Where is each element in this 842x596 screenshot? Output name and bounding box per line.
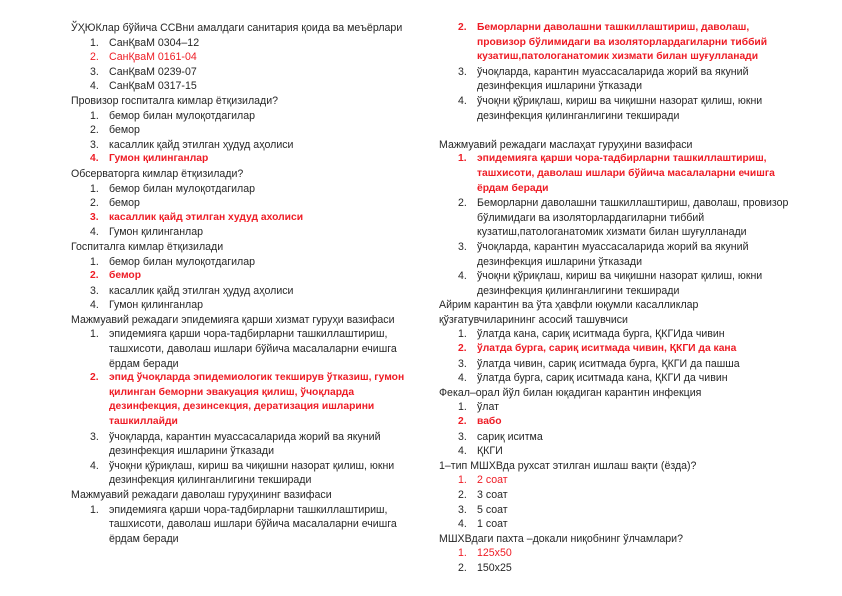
option-number: 3. [458,430,467,443]
option-text: сариқ иситма [477,430,543,443]
option-number: 3. [90,138,99,151]
answer-list [439,473,789,531]
answer-option-correct [439,473,789,488]
option-number: 2. [458,22,467,33]
option-text: ўчоқни қўриқлаш, кириш ва чиқишни назорат қилиш, юкни дезинфекция қилинганлигини текширади [109,459,395,487]
option-number: 1. [90,503,99,516]
question-text: МШХВдаги пахта –докали ниқобнинг ўлчамлари? [439,532,683,545]
answer-option [439,94,789,123]
option-number: 1. [90,109,99,122]
option-number: 2. [90,270,99,282]
option-number: 1. [90,36,99,49]
question-block [71,313,421,488]
option-number: 1. [458,474,467,487]
left-column [71,21,421,546]
answer-option-correct [439,21,789,65]
answer-option-correct [71,371,421,429]
answer-option-correct [439,415,789,430]
option-number: 1. [458,401,467,414]
question-block [439,298,789,386]
option-text: вабо [477,416,502,428]
option-number: 2. [458,343,467,355]
option-text: Беморларни даволашни ташкиллаштириш, даволаш, провизор бўлимидаги ва изоляторлардагиларни тиббий кузатиш,патологанатомик хизмати билан шуғулланади [477,22,768,63]
option-number: 4. [458,372,467,385]
option-number: 2. [458,197,467,210]
question-block [439,532,789,576]
option-number: 2. [458,561,467,574]
answer-list [439,400,789,458]
answer-option [71,65,421,80]
answer-list [71,327,421,488]
question-text: Обсерваторга кимлар ётқизилади? [71,167,244,180]
answer-option [71,123,421,138]
answer-option [439,357,789,372]
answer-option-correct [439,152,789,196]
option-text: СанҚваМ 0304–12 [109,36,200,49]
option-text: бемор билан мулоқотдагилар [109,255,255,268]
answer-option [439,400,789,415]
option-text: бемор [109,197,140,210]
option-number: 2. [458,489,467,501]
answer-option [71,298,421,313]
question-text: Госпиталга кимлар ётқизилади [71,240,224,253]
answer-option [439,240,789,269]
answer-option-correct [71,211,421,226]
spacer [439,123,789,138]
option-text: 1 соат [477,518,508,531]
option-number: 4. [458,518,467,531]
option-text: СанҚваМ 0317-15 [109,80,197,93]
option-text: ўлатда бурга, сариқ иситмада чивин, ҚКГИ да кана [477,343,737,355]
question-block [439,21,789,138]
question-text: Фекал–орал йўл билан юқадиган карантин инфекция [439,386,702,399]
option-text: Гумон қилинганлар [109,226,204,239]
answer-list [71,109,421,167]
option-text: ўчоқларда, карантин муассасаларида жорий ва якуний дезинфекция ишларини ўтказади [109,430,381,458]
answer-option [71,327,421,371]
option-text: эпидемияга қарши чора-тадбирларни ташкиллаштириш, ташхисоти, даволаш ишлари бўйича масалаларни ечишга ёрдам беради [477,153,775,194]
option-number: 3. [458,240,467,253]
question-text: 1–тип МШХВда рухсат этилган ишлаш вақти (ёзда)? [439,459,697,472]
option-text: 2 соат [477,474,508,487]
answer-option [439,269,789,298]
option-text: 5 соат [477,503,508,516]
option-text: бемор [109,124,140,137]
answer-list [71,503,421,547]
option-number: 3. [458,503,467,516]
answer-option [71,255,421,270]
answer-option [71,196,421,211]
question-block [439,138,789,299]
option-number: 2. [90,51,99,64]
option-number: 2. [90,124,99,137]
option-number: 3. [90,211,99,223]
option-number: 1. [458,547,467,560]
question-text: ЎҲЮКлар бўйича ССВни амалдаги санитария қоида ва меъёрлари [71,22,403,34]
answer-option [439,196,789,240]
option-number: 1. [90,255,99,268]
answer-option [71,138,421,153]
option-text: ўлатда кана, сариқ иситмада бурга, ҚКГИда чивин [477,328,725,341]
option-text: эпидемияга қарши чора-тадбирларни ташкиллаштириш, ташхисоти, даволаш ишлари бўйича масалаларни ечишга ёрдам беради [109,328,397,370]
answer-option [439,517,789,532]
option-text: бемор билан мулоқотдагилар [109,109,255,122]
answer-list [439,327,789,385]
question-text: Айрим карантин ва ўта ҳавфли юқумли касалликлар қўзғатувчиларининг асосий ташувчиси [439,299,699,326]
question-block [439,459,789,532]
option-text: ўлат [477,401,499,414]
option-text: ўчоқларда, карантин муассасаларида жорий ва якуний дезинфекция ишларини ўтказади [477,240,749,268]
option-text: бемор билан мулоқотдагилар [109,182,255,195]
option-text: ўлатда бурга, сариқ иситмада кана, ҚКГИ да чивин [477,372,728,385]
answer-option [71,225,421,240]
option-number: 4. [90,153,99,165]
option-text: СанҚваМ 0161-04 [109,51,197,64]
question-text: Мажмуавий режадаги маслаҳат гуруҳини вазифаси [439,138,693,151]
answer-option [439,65,789,94]
question-block [71,167,421,240]
right-column [439,21,789,576]
answer-list [439,152,789,298]
question-block [71,94,421,167]
option-number: 3. [90,65,99,78]
answer-option-correct [71,152,421,167]
option-number: 4. [90,299,99,312]
option-number: 2. [90,372,99,384]
answer-option [71,459,421,488]
option-text: эпид ўчоқларда эпидемиологик текширув ўтказиш, гумон қилинган беморни эвакуация қилиш, ўчоқларда дезинфекция, дезинсекция, дератизация ишларини ташкиллайди [109,372,405,428]
option-text: ўчоқни қўриқлаш, кириш ва чиқишни назорат қилиш, юкни дезинфекция қилинганлигини текширади [477,270,763,297]
option-text: Гумон қилинганлар [109,299,204,312]
option-text: касаллик қайд этилган ҳудуд аҳолиси [109,284,294,297]
option-number: 3. [458,357,467,370]
option-number: 2. [458,416,467,428]
answer-option [71,79,421,94]
answer-option [439,327,789,342]
answer-option-correct [439,546,789,561]
answer-list [439,21,789,123]
option-number: 4. [458,445,467,458]
answer-option [71,284,421,299]
answer-option [439,371,789,386]
question-text: Провизор госпиталга кимлар ётқизилади? [71,94,279,107]
answer-option [439,430,789,445]
option-number: 4. [90,459,99,472]
option-text: 125х50 [477,547,512,560]
question-block [439,386,789,459]
question-block [71,21,421,94]
answer-option [439,503,789,518]
option-text: ҚКГИ [477,445,503,458]
answer-option [439,561,789,576]
answer-option [71,36,421,51]
option-text: 3 соат [477,489,508,501]
option-number: 4. [90,226,99,239]
answer-option [439,488,789,503]
option-number: 4. [458,270,467,283]
question-text: Мажмуавий режадаги даволаш гуруҳининг вазифаси [71,489,332,501]
answer-option [71,109,421,124]
option-number: 4. [90,80,99,93]
question-block [71,240,421,313]
answer-option [71,430,421,459]
option-text: СанҚваМ 0239-07 [109,65,197,78]
option-number: 2. [90,197,99,210]
option-number: 1. [90,182,99,195]
option-number: 1. [458,328,467,341]
answer-option-correct [71,50,421,65]
option-number: 3. [90,284,99,297]
option-text: эпидемияга қарши чора-тадбирларни ташкиллаштириш, ташхисоти, даволаш ишлари бўйича масалаларни ечишга ёрдам беради [109,503,397,545]
option-text: Беморларни даволашни ташкиллаштириш, даволаш, провизор бўлимидаги ва изоляторлардагиларни тиббий кузатиш,патологанатомик хизмати билан шуғулланади [477,197,789,239]
option-text: ўчоқни қўриқлаш, кириш ва чиқишни назорат қилиш, юкни дезинфекция қилинганлигини текширади [477,94,763,122]
option-text: Гумон қилинганлар [109,153,209,165]
option-number: 3. [458,65,467,78]
option-text: 150х25 [477,561,512,574]
option-number: 3. [90,430,99,443]
option-text: ўчоқларда, карантин муассасаларида жорий ва якуний дезинфекция ишларини ўтказади [477,65,749,93]
answer-option [71,182,421,197]
answer-option [71,503,421,547]
question-block [71,488,421,546]
option-number: 4. [458,94,467,107]
question-text: Мажмуавий режадаги эпидемияга қарши хизмат гуруҳи вазифаси [71,313,395,326]
answer-list [71,182,421,240]
answer-option [439,444,789,459]
answer-list [71,255,421,313]
answer-option-correct [71,269,421,284]
answer-list [439,546,789,575]
answer-option-correct [439,342,789,357]
option-text: касаллик қайд этилган худуд ахолиси [109,211,304,223]
option-text: касаллик қайд этилган ҳудуд аҳолиси [109,138,294,151]
option-number: 1. [90,328,99,341]
option-text: бемор [109,270,142,282]
answer-list [71,36,421,94]
option-text: ўлатда чивин, сариқ иситмада бурга, ҚКГИ да пашша [477,357,740,370]
option-number: 1. [458,153,467,165]
